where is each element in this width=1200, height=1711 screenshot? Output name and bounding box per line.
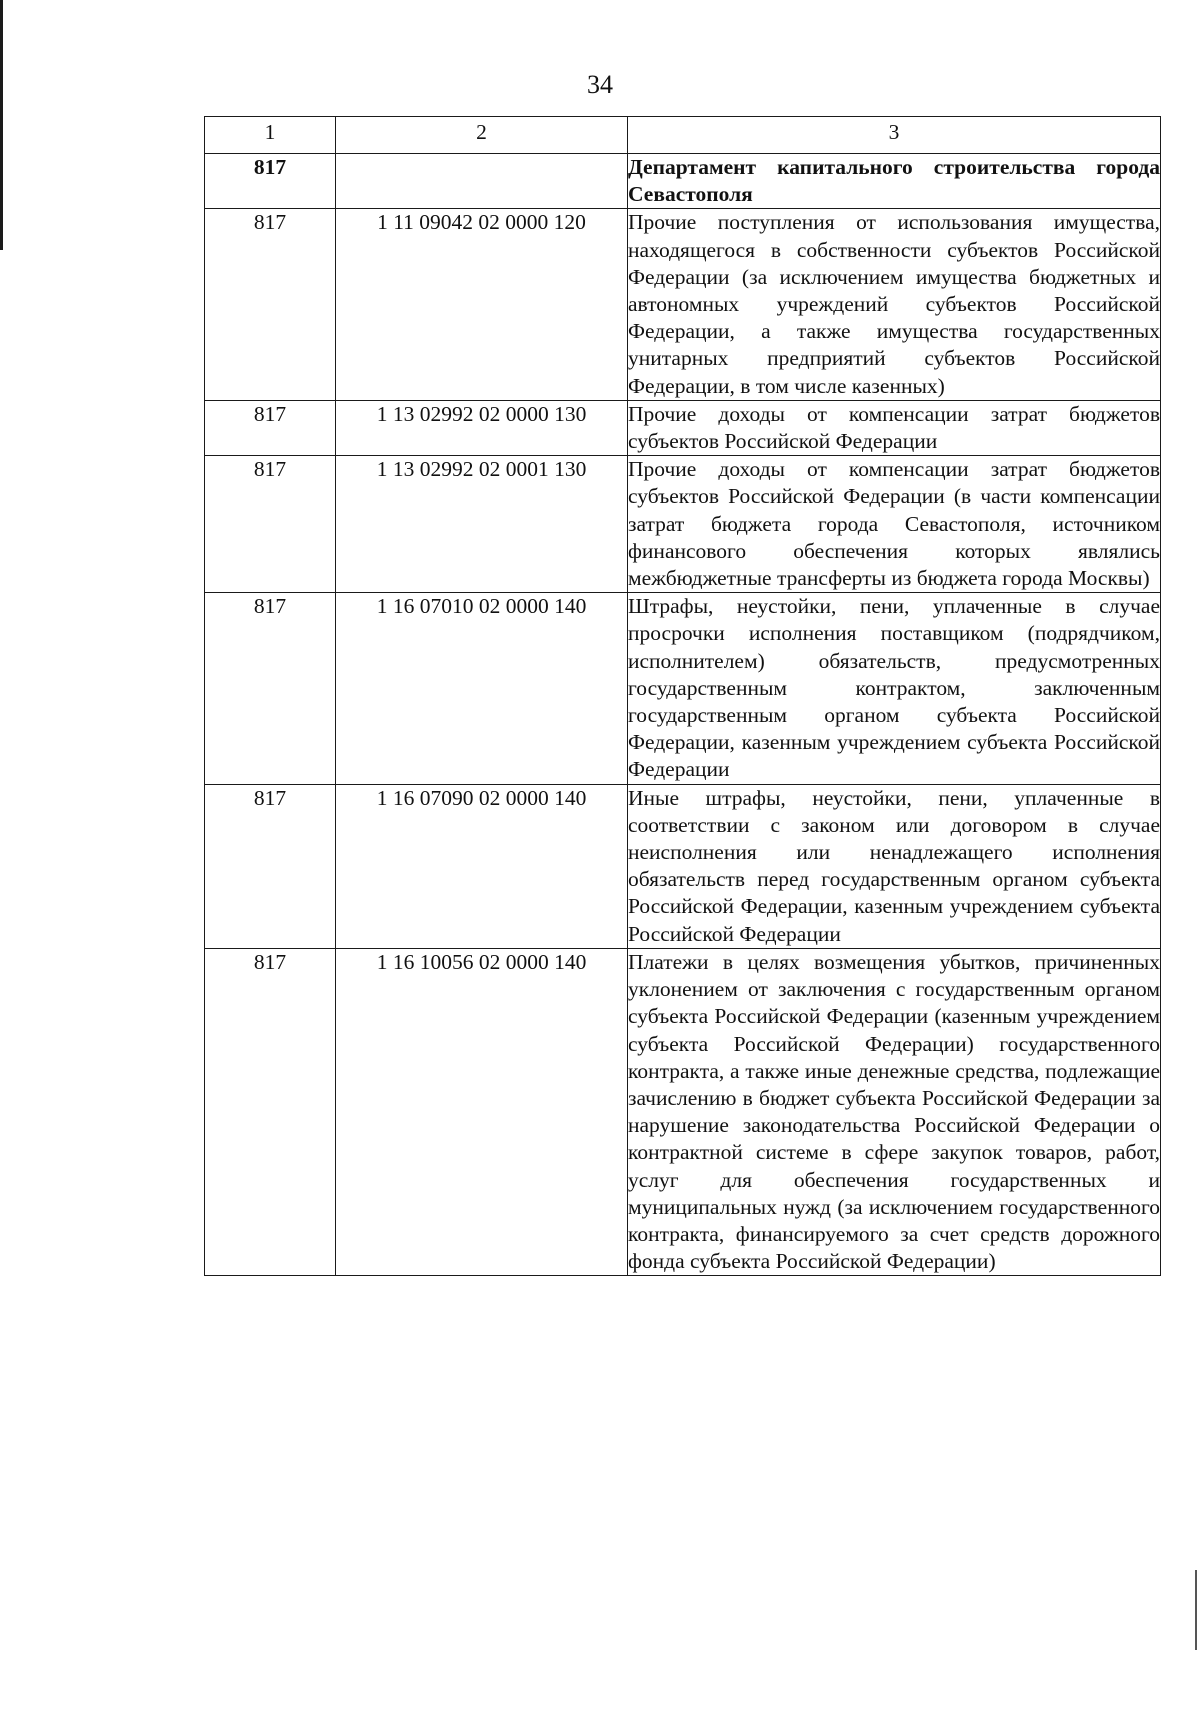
- table-row: [205, 948, 1161, 1275]
- table-row: [205, 400, 1161, 455]
- table-row: [205, 593, 1161, 784]
- admin-code-cell: 817: [205, 456, 336, 593]
- table-row: [205, 456, 1161, 593]
- admin-code-cell: 817: [205, 784, 336, 948]
- scan-edge-mark: [1195, 1570, 1197, 1650]
- table-row: [205, 784, 1161, 948]
- revenue-description-cell: Прочие доходы от компенсации затрат бюджетов субъектов Российской Федерации (в части компенсации затрат бюджета города Севастополя, источником финансового обеспечения которых являлись межбюджетные трансферты из бюджета города Москвы): [628, 456, 1161, 593]
- table-header-row: [205, 117, 1161, 154]
- scan-edge-mark: [0, 0, 3, 250]
- revenue-description-cell: Иные штрафы, неустойки, пени, уплаченные в соответствии с законом или договором в случае неисполнения или ненадлежащего исполнения обязательств перед государственным органом субъекта Российской Федерации, казенным учреждением субъекта Российской Федерации: [628, 784, 1161, 948]
- revenue-description-cell: Штрафы, неустойки, пени, уплаченные в случае просрочки исполнения поставщиком (подрядчиком, исполнителем) обязательств, предусмотренных государственным контрактом, заключенным государственным органом субъекта Российской Федерации, казенным учреждением субъекта Российской Федерации: [628, 593, 1161, 784]
- revenue-code-cell: 1 11 09042 02 0000 120: [336, 209, 628, 400]
- column-number-header: 1: [205, 117, 336, 154]
- revenue-code-cell: 1 16 07090 02 0000 140: [336, 784, 628, 948]
- revenue-code-cell: 1 16 07010 02 0000 140: [336, 593, 628, 784]
- revenue-code-cell: [336, 154, 628, 209]
- revenue-description-cell: Прочие поступления от использования имущества, находящегося в собственности субъектов Российской Федерации (за исключением имущества бюджетных и автономных учреждений субъектов Российской Федерации, а также имущества государственных унитарных предприятий субъектов Российской Федерации, в том числе казенных): [628, 209, 1161, 400]
- admin-code-cell: 817: [205, 593, 336, 784]
- revenue-description-cell: Прочие доходы от компенсации затрат бюджетов субъектов Российской Федерации: [628, 400, 1161, 455]
- revenue-code-cell: 1 13 02992 02 0000 130: [336, 400, 628, 455]
- revenue-code-cell: 1 13 02992 02 0001 130: [336, 456, 628, 593]
- table-row: [205, 209, 1161, 400]
- admin-code-cell: 817: [205, 209, 336, 400]
- admin-code-cell: 817: [205, 948, 336, 1275]
- column-number-header: 2: [336, 117, 628, 154]
- revenue-description-cell: Платежи в целях возмещения убытков, причиненных уклонением от заключения с государственным органом субъекта Российской Федерации (казенным учреждением субъекта Российской Федерации) государственного контракта, а также иные денежные средства, подлежащие зачислению в бюджет субъекта Российской Федерации за нарушение законодательства Российской Федерации о контрактной системе в сфере закупок товаров, работ, услуг для обеспечения государственных и муниципальных нужд (за исключением государственного контракта, финансируемого за счет средств дорожного фонда субъекта Российской Федерации): [628, 948, 1161, 1275]
- page-number: 34: [587, 70, 613, 99]
- admin-code-cell: 817: [205, 154, 336, 209]
- revenue-code-cell: 1 16 10056 02 0000 140: [336, 948, 628, 1275]
- table-row: [205, 154, 1161, 209]
- revenue-codes-table: [204, 116, 1161, 1276]
- department-name-cell: Департамент капитального строительства города Севастополя: [628, 154, 1161, 209]
- admin-code-cell: 817: [205, 400, 336, 455]
- column-number-header: 3: [628, 117, 1161, 154]
